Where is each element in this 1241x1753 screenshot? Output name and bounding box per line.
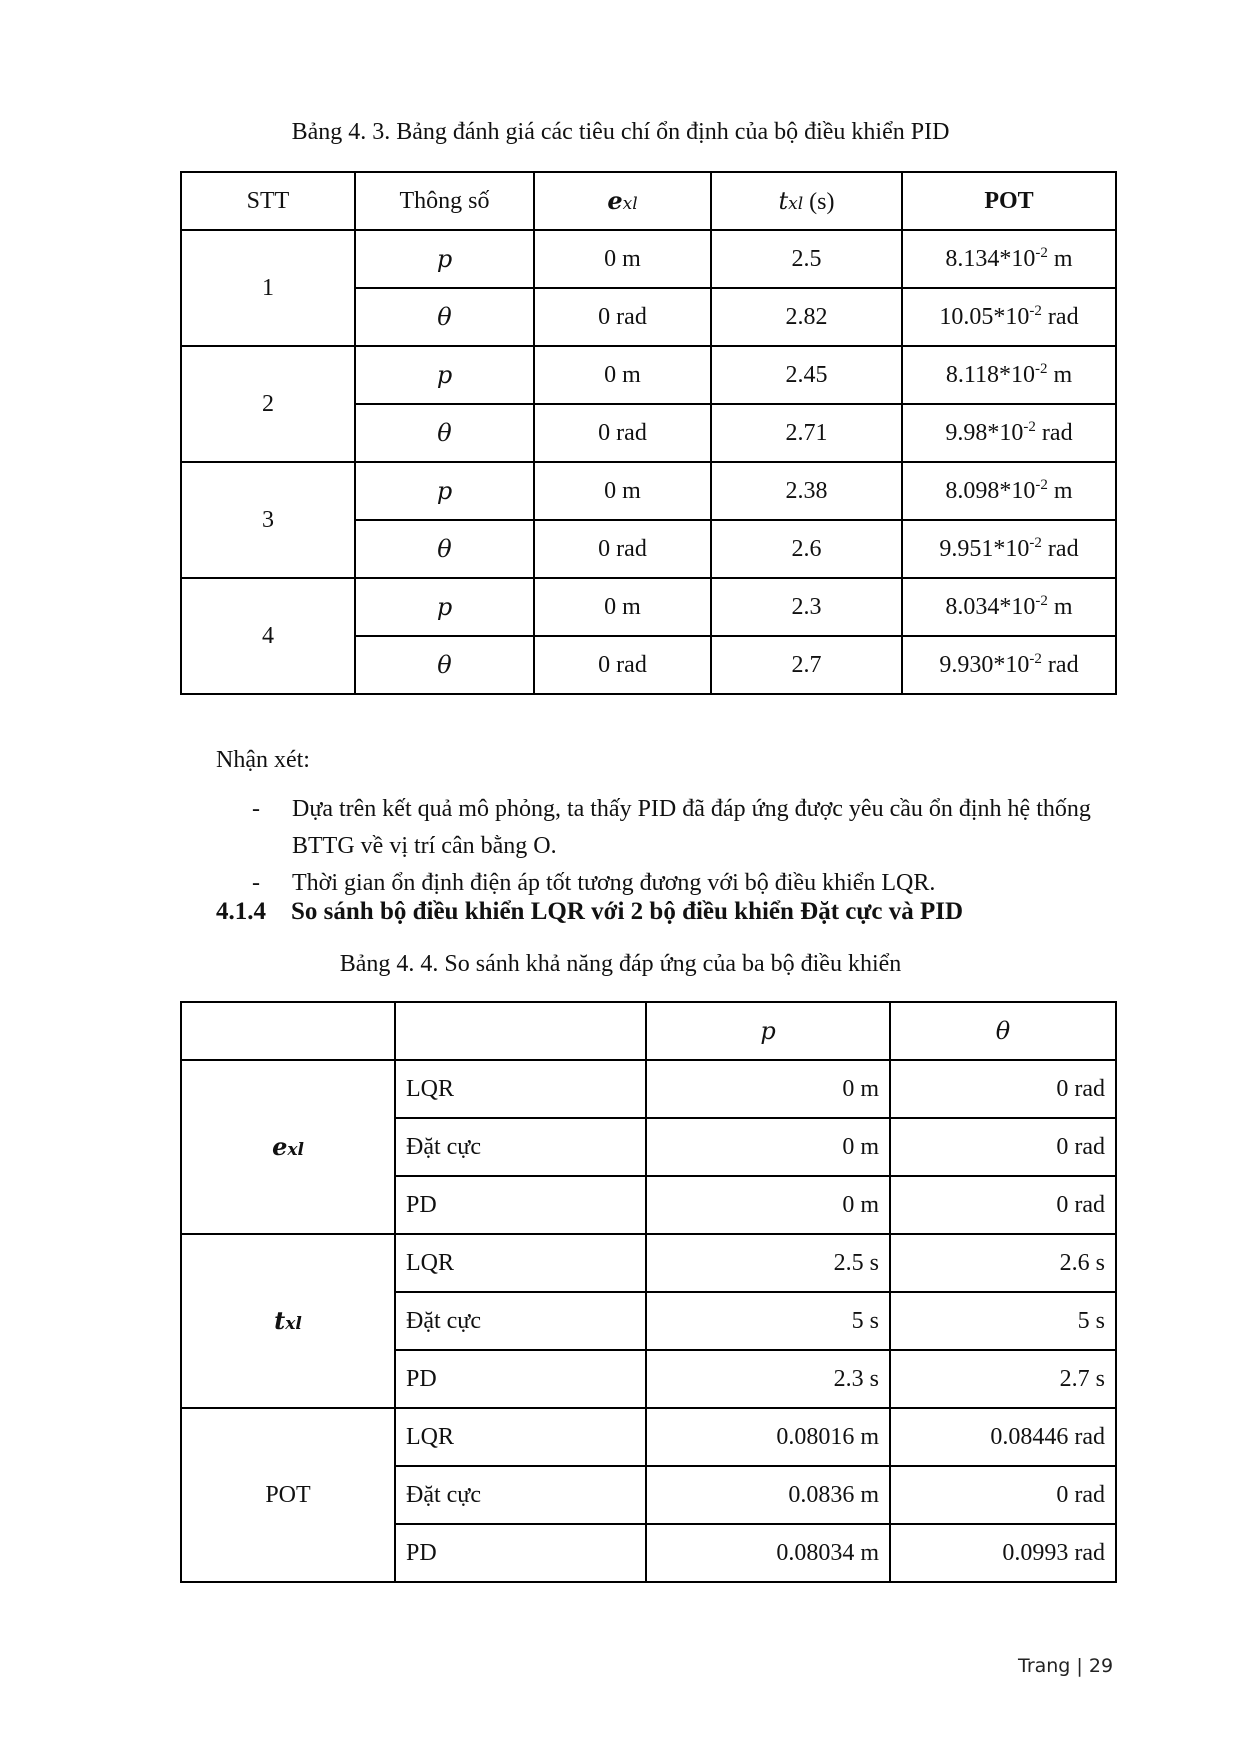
pot-exp: -2 xyxy=(1029,650,1042,667)
pot-unit: rad xyxy=(1041,651,1079,678)
header-theta: θ xyxy=(890,1002,1116,1060)
section-number: 4.1.4 xyxy=(216,898,266,925)
pot-cell xyxy=(902,230,1116,288)
controller-cell: LQR xyxy=(395,1408,646,1466)
pot-base: 10.05*10 xyxy=(939,303,1030,330)
exl-cell: 0 rad xyxy=(534,636,711,694)
theta-cell: 0 rad xyxy=(890,1060,1116,1118)
pot-exp: -2 xyxy=(1034,360,1048,377)
param-cell: θ xyxy=(355,288,534,346)
pot-base: 9.930*10 xyxy=(939,651,1030,678)
section-heading xyxy=(216,898,963,926)
header-p: p xyxy=(646,1002,890,1060)
exl-cell: 0 m xyxy=(534,346,711,404)
stt-cell: 1 xyxy=(181,230,355,346)
bullet-dash: - xyxy=(252,796,260,822)
pot-unit: rad xyxy=(1041,535,1079,562)
header-txl xyxy=(711,172,902,230)
exl-cell: 0 m xyxy=(534,578,711,636)
controller-cell: Đặt cực xyxy=(395,1292,646,1350)
pot-unit: rad xyxy=(1041,303,1079,330)
txl-cell: 2.3 xyxy=(711,578,902,636)
table-row xyxy=(181,578,1116,636)
controller-cell: LQR xyxy=(395,1060,646,1118)
exl-subscript: xl xyxy=(287,1140,304,1160)
pid-stability-table xyxy=(180,171,1117,695)
txl-cell: 2.71 xyxy=(711,404,902,462)
theta-cell: 0 rad xyxy=(890,1118,1116,1176)
theta-cell: 0.0993 rad xyxy=(890,1524,1116,1582)
header-empty xyxy=(395,1002,646,1060)
pot-cell xyxy=(902,288,1116,346)
txl-symbol: t xyxy=(778,186,789,215)
txl-symbol: t xyxy=(274,1306,286,1335)
pot-unit: m xyxy=(1047,245,1073,272)
pot-unit: m xyxy=(1047,593,1073,620)
group-label-pot: POT xyxy=(181,1408,395,1582)
table-row xyxy=(181,230,1116,288)
list-item xyxy=(252,791,1132,865)
remarks-title: Nhận xét: xyxy=(216,747,310,773)
txl-unit: (s) xyxy=(803,188,835,215)
page-number: 29 xyxy=(1088,1655,1114,1677)
txl-subscript: xl xyxy=(788,193,804,214)
txl-cell: 2.7 xyxy=(711,636,902,694)
controller-cell: PD xyxy=(395,1350,646,1408)
pot-base: 8.034*10 xyxy=(945,593,1036,620)
pot-unit: m xyxy=(1047,361,1073,388)
param-cell: p xyxy=(355,346,534,404)
p-cell: 2.5 s xyxy=(646,1234,890,1292)
page-label: Trang xyxy=(1018,1655,1071,1677)
theta-cell: 2.6 s xyxy=(890,1234,1116,1292)
group-label-exl xyxy=(181,1060,395,1234)
pot-exp: -2 xyxy=(1035,244,1048,261)
pot-unit: rad xyxy=(1035,419,1073,446)
exl-cell: 0 rad xyxy=(534,288,711,346)
controller-cell: Đặt cực xyxy=(395,1118,646,1176)
pot-exp: -2 xyxy=(1029,302,1042,319)
pot-cell xyxy=(902,404,1116,462)
p-cell: 0.0836 m xyxy=(646,1466,890,1524)
txl-cell: 2.6 xyxy=(711,520,902,578)
table1-caption: Bảng 4. 3. Bảng đánh giá các tiêu chí ổn định của bộ điều khiển PID xyxy=(291,119,950,145)
pot-base: 8.134*10 xyxy=(945,245,1036,272)
stt-cell: 4 xyxy=(181,578,355,694)
controller-cell: LQR xyxy=(395,1234,646,1292)
pot-exp: -2 xyxy=(1035,476,1048,493)
table-header-row xyxy=(181,172,1116,230)
theta-cell: 2.7 s xyxy=(890,1350,1116,1408)
p-cell: 0.08016 m xyxy=(646,1408,890,1466)
controller-cell: PD xyxy=(395,1176,646,1234)
pot-exp: -2 xyxy=(1029,534,1042,551)
p-cell: 0 m xyxy=(646,1060,890,1118)
header-stt: STT xyxy=(181,172,355,230)
p-cell: 0 m xyxy=(646,1176,890,1234)
exl-cell: 0 rad xyxy=(534,404,711,462)
header-exl xyxy=(534,172,711,230)
pot-cell xyxy=(902,636,1116,694)
param-cell: θ xyxy=(355,404,534,462)
remark-text: Thời gian ổn định điện áp tốt tương đương với bộ điều khiển LQR. xyxy=(292,870,936,896)
remarks-list xyxy=(252,791,1132,902)
table-row xyxy=(181,1060,1116,1118)
table2-caption: Bảng 4. 4. So sánh khả năng đáp ứng của ba bộ điều khiển xyxy=(339,951,902,977)
pot-base: 9.951*10 xyxy=(939,535,1030,562)
stt-cell: 3 xyxy=(181,462,355,578)
controller-cell: Đặt cực xyxy=(395,1466,646,1524)
group-label-txl xyxy=(181,1234,395,1408)
table-row xyxy=(181,1234,1116,1292)
pot-unit: m xyxy=(1047,477,1073,504)
txl-subscript: xl xyxy=(285,1314,302,1334)
exl-cell: 0 rad xyxy=(534,520,711,578)
table-row xyxy=(181,462,1116,520)
header-param: Thông số xyxy=(355,172,534,230)
section-title: So sánh bộ điều khiển LQR với 2 bộ điều khiển Đặt cực và PID xyxy=(291,898,964,925)
p-cell: 5 s xyxy=(646,1292,890,1350)
param-cell: p xyxy=(355,462,534,520)
header-pot: POT xyxy=(902,172,1116,230)
pot-cell xyxy=(902,520,1116,578)
pot-cell xyxy=(902,346,1116,404)
page-footer xyxy=(1018,1655,1113,1677)
exl-cell: 0 m xyxy=(534,230,711,288)
pot-base: 8.118*10 xyxy=(945,361,1035,388)
bullet-dash: - xyxy=(252,870,260,896)
pot-exp: -2 xyxy=(1023,418,1036,435)
theta-cell: 5 s xyxy=(890,1292,1116,1350)
page-separator: | xyxy=(1076,1655,1083,1677)
pot-cell xyxy=(902,462,1116,520)
list-item xyxy=(252,865,1132,902)
exl-symbol: e xyxy=(607,186,623,215)
p-cell: 0.08034 m xyxy=(646,1524,890,1582)
p-cell: 2.3 s xyxy=(646,1350,890,1408)
param-cell: θ xyxy=(355,636,534,694)
txl-cell: 2.38 xyxy=(711,462,902,520)
controller-cell: PD xyxy=(395,1524,646,1582)
controller-comparison-table xyxy=(180,1001,1117,1583)
pot-base: 8.098*10 xyxy=(945,477,1036,504)
p-cell: 0 m xyxy=(646,1118,890,1176)
exl-subscript: xl xyxy=(622,194,638,214)
exl-cell: 0 m xyxy=(534,462,711,520)
param-cell: θ xyxy=(355,520,534,578)
header-empty xyxy=(181,1002,395,1060)
exl-symbol: e xyxy=(272,1132,288,1161)
param-cell: p xyxy=(355,578,534,636)
theta-cell: 0.08446 rad xyxy=(890,1408,1116,1466)
table-row xyxy=(181,346,1116,404)
txl-cell: 2.5 xyxy=(711,230,902,288)
txl-cell: 2.82 xyxy=(711,288,902,346)
table-header-row xyxy=(181,1002,1116,1060)
pot-exp: -2 xyxy=(1035,592,1048,609)
remark-text: Dựa trên kết quả mô phỏng, ta thấy PID đã đáp ứng được yêu cầu ổn định hệ thống BTTG về vị trí cân bằng O. xyxy=(292,796,1091,859)
theta-cell: 0 rad xyxy=(890,1176,1116,1234)
param-cell: p xyxy=(355,230,534,288)
table-row xyxy=(181,1408,1116,1466)
pot-cell xyxy=(902,578,1116,636)
pot-base: 9.98*10 xyxy=(945,419,1024,446)
txl-cell: 2.45 xyxy=(711,346,902,404)
stt-cell: 2 xyxy=(181,346,355,462)
theta-cell: 0 rad xyxy=(890,1466,1116,1524)
